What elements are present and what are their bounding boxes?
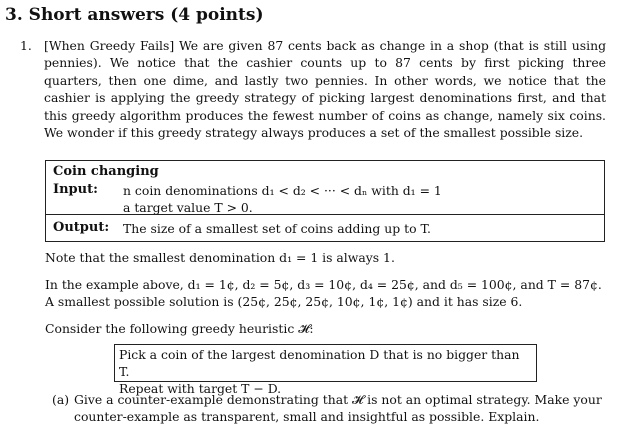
note-paragraph: Note that the smallest denomination d₁ = 1 is always 1. — [45, 250, 395, 265]
heuristic-line-2: Repeat with target T − D. — [119, 381, 282, 396]
box-divider — [46, 214, 604, 215]
output-label: Output: — [53, 220, 110, 235]
question-number: 1. — [20, 38, 32, 53]
example-line-2: A smallest possible solution is (25¢, 25¢, 25¢, 10¢, 1¢, 1¢) and it has size 6. — [45, 294, 523, 309]
consider-paragraph: Consider the following greedy heuristic 𝓗: — [45, 321, 314, 336]
problem-title: Coin changing — [53, 164, 159, 179]
question-1 — [20, 37, 606, 141]
question-text: [When Greedy Fails] We are given 87 cents back as change in a shop (that is still using pennies). We notice that the cashier counts up to 87 cents by first picking three quarters, then one dime, and lastly two pennies. In other words, we notice that the cashier is applying the greedy strategy of picking largest denominations first, and that this greedy algorithm produces the fewest number of coins as change, namely six coins. We wonder if this greedy strategy always produces a set of the smallest possible size. — [44, 38, 606, 141]
part-a-text: Give a counter-example demonstrating that 𝓗 is not an optimal strategy. Make your counter-example as transparent, small and insightful as possible. Explain. — [74, 392, 602, 425]
section-heading: 3. Short answers (4 points) — [5, 5, 264, 25]
heuristic-line-1: Pick a coin of the largest denomination D that is no bigger than T. — [119, 347, 520, 379]
input-line-2: a target value T > 0. — [123, 200, 253, 215]
input-line-1: n coin denominations d₁ < d₂ < ··· < dₙ with d₁ = 1 — [123, 183, 442, 198]
output-text: The size of a smallest set of coins adding up to T. — [123, 221, 431, 236]
example-line-1: In the example above, d₁ = 1¢, d₂ = 5¢, d₃ = 10¢, d₄ = 25¢, and d₅ = 100¢, and T = 87¢. — [45, 277, 602, 292]
heuristic-box — [114, 344, 537, 396]
part-a — [52, 391, 608, 426]
part-a-label: (a) — [52, 392, 70, 407]
input-label: Input: — [53, 182, 98, 197]
problem-definition-box — [45, 160, 605, 242]
